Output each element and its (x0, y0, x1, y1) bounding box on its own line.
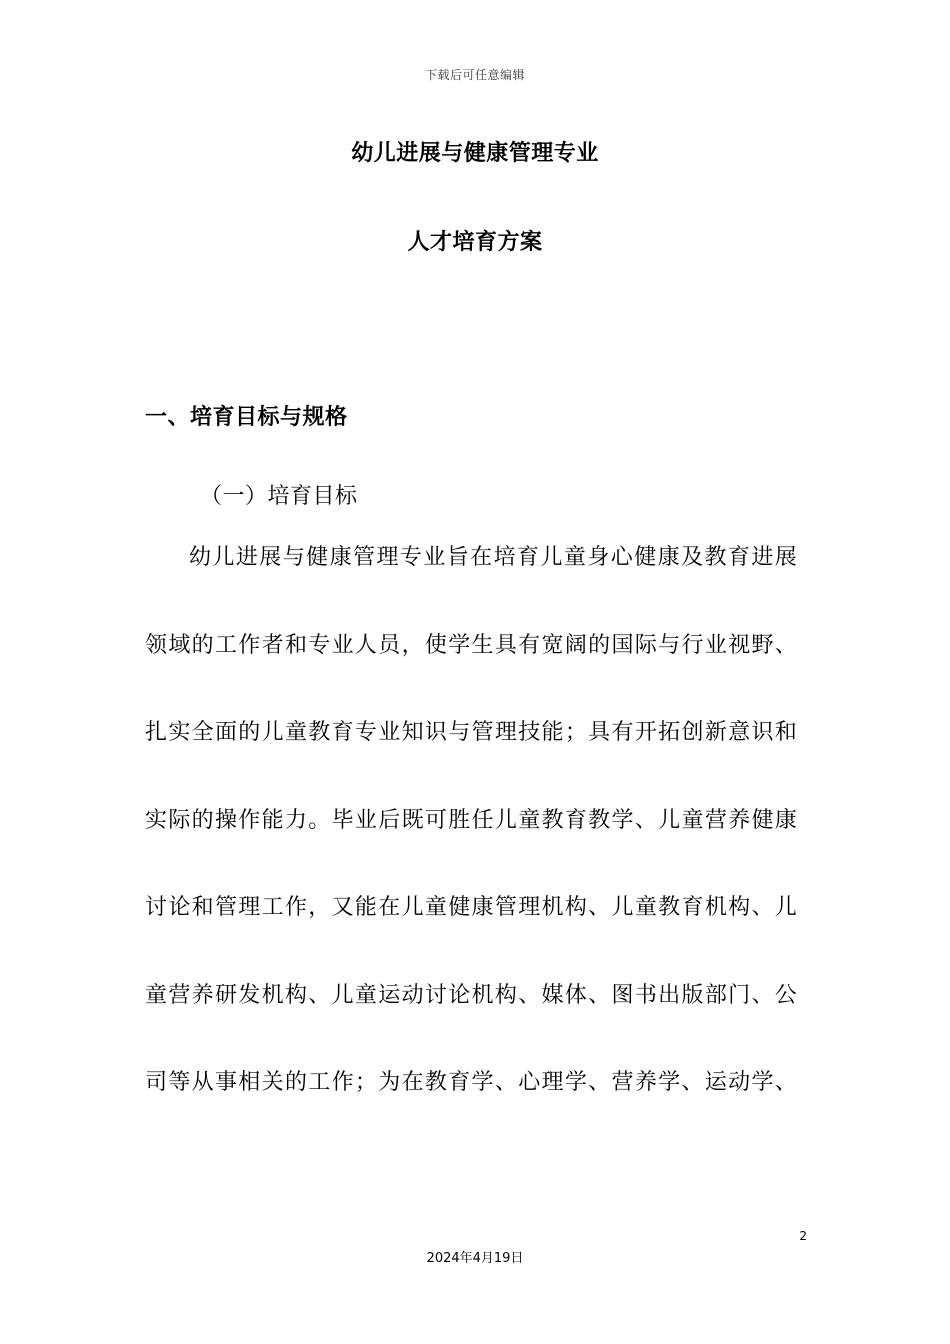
footer-date: 2024年4月19日 (426, 1251, 524, 1266)
document-subtitle: 人才培育方案 (407, 230, 543, 255)
paragraph-line: 幼儿进展与健康管理专业旨在培育儿童身心健康及教育进展 (189, 545, 797, 570)
document-title: 幼儿进展与健康管理专业 (351, 141, 599, 166)
paragraph-line: 扎实全面的儿童教育专业知识与管理技能；具有开拓创新意识和 (145, 720, 797, 745)
paragraph-line: 讨论和管理工作，又能在儿童健康管理机构、儿童教育机构、儿 (145, 895, 797, 920)
paragraph-line: 童营养研发机构、儿童运动讨论机构、媒体、图书出版部门、公 (145, 982, 797, 1008)
section-heading: 一、培育目标与规格 (145, 405, 348, 430)
paragraph-line: 司等从事相关的工作；为在教育学、心理学、营养学、运动学、 (145, 1070, 797, 1095)
paragraph-line: 实际的操作能力。毕业后既可胜任儿童教育教学、儿童营养健康 (145, 807, 797, 833)
page-number: 2 (799, 1229, 807, 1243)
paragraph-line: 领域的工作者和专业人员，使学生具有宽阔的国际与行业视野、 (145, 632, 797, 658)
header-note: 下载后可任意编辑 (424, 68, 525, 82)
body-paragraph (145, 530, 797, 1143)
subsection-heading: （一）培育目标 (200, 484, 358, 509)
